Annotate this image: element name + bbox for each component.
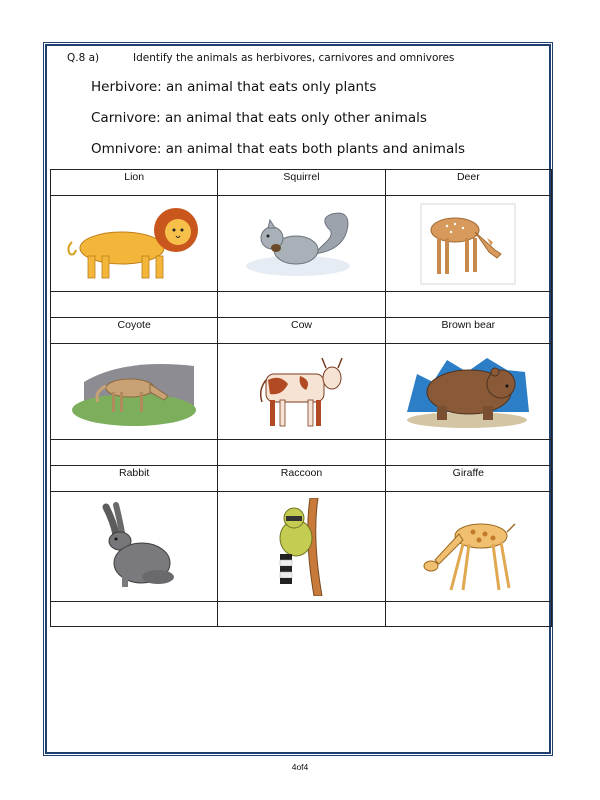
- raccoon-icon: [266, 498, 336, 596]
- coyote-icon: [64, 352, 204, 432]
- squirrel-icon: [236, 204, 366, 284]
- table-row: [50, 291, 552, 317]
- answer-cell[interactable]: [385, 439, 552, 465]
- rabbit-icon: [84, 499, 184, 595]
- table-row: [50, 439, 552, 465]
- animal-label: Giraffe: [385, 465, 552, 491]
- animal-label: Squirrel: [217, 169, 384, 195]
- table-row: [50, 465, 552, 491]
- question-instruction: Identify the animals as herbivores, carnivores and omnivores: [133, 52, 455, 64]
- animal-label: Brown bear: [385, 317, 552, 343]
- question-number: Q.8 a): [67, 52, 100, 64]
- animal-label: Rabbit: [50, 465, 217, 491]
- brown-bear-icon: [403, 352, 533, 432]
- page-number: 4of4: [291, 762, 309, 772]
- cow-icon: [246, 350, 356, 434]
- answer-cell[interactable]: [217, 601, 384, 627]
- table-row: [50, 491, 552, 601]
- answer-cell[interactable]: [50, 601, 217, 627]
- definition-carnivore: Carnivore: an animal that eats only other animals: [91, 110, 427, 126]
- table-row: [50, 343, 552, 439]
- answer-cell[interactable]: [50, 291, 217, 317]
- lion-icon: [64, 204, 204, 284]
- animal-label: Lion: [50, 169, 217, 195]
- answer-cell[interactable]: [385, 291, 552, 317]
- table-row: [50, 169, 552, 195]
- definition-herbivore: Herbivore: an animal that eats only plants: [91, 79, 377, 95]
- animal-table: [50, 169, 552, 627]
- answer-cell[interactable]: [385, 601, 552, 627]
- animal-label: Raccoon: [217, 465, 384, 491]
- animal-label: Coyote: [50, 317, 217, 343]
- table-row: [50, 195, 552, 291]
- deer-icon: [403, 202, 533, 286]
- animal-label: Cow: [217, 317, 384, 343]
- answer-cell[interactable]: [50, 439, 217, 465]
- answer-cell[interactable]: [217, 439, 384, 465]
- animal-label: Deer: [385, 169, 552, 195]
- definition-omnivore: Omnivore: an animal that eats both plants and animals: [91, 141, 466, 157]
- table-row: [50, 601, 552, 627]
- answer-cell[interactable]: [217, 291, 384, 317]
- giraffe-icon: [413, 498, 523, 596]
- table-row: [50, 317, 552, 343]
